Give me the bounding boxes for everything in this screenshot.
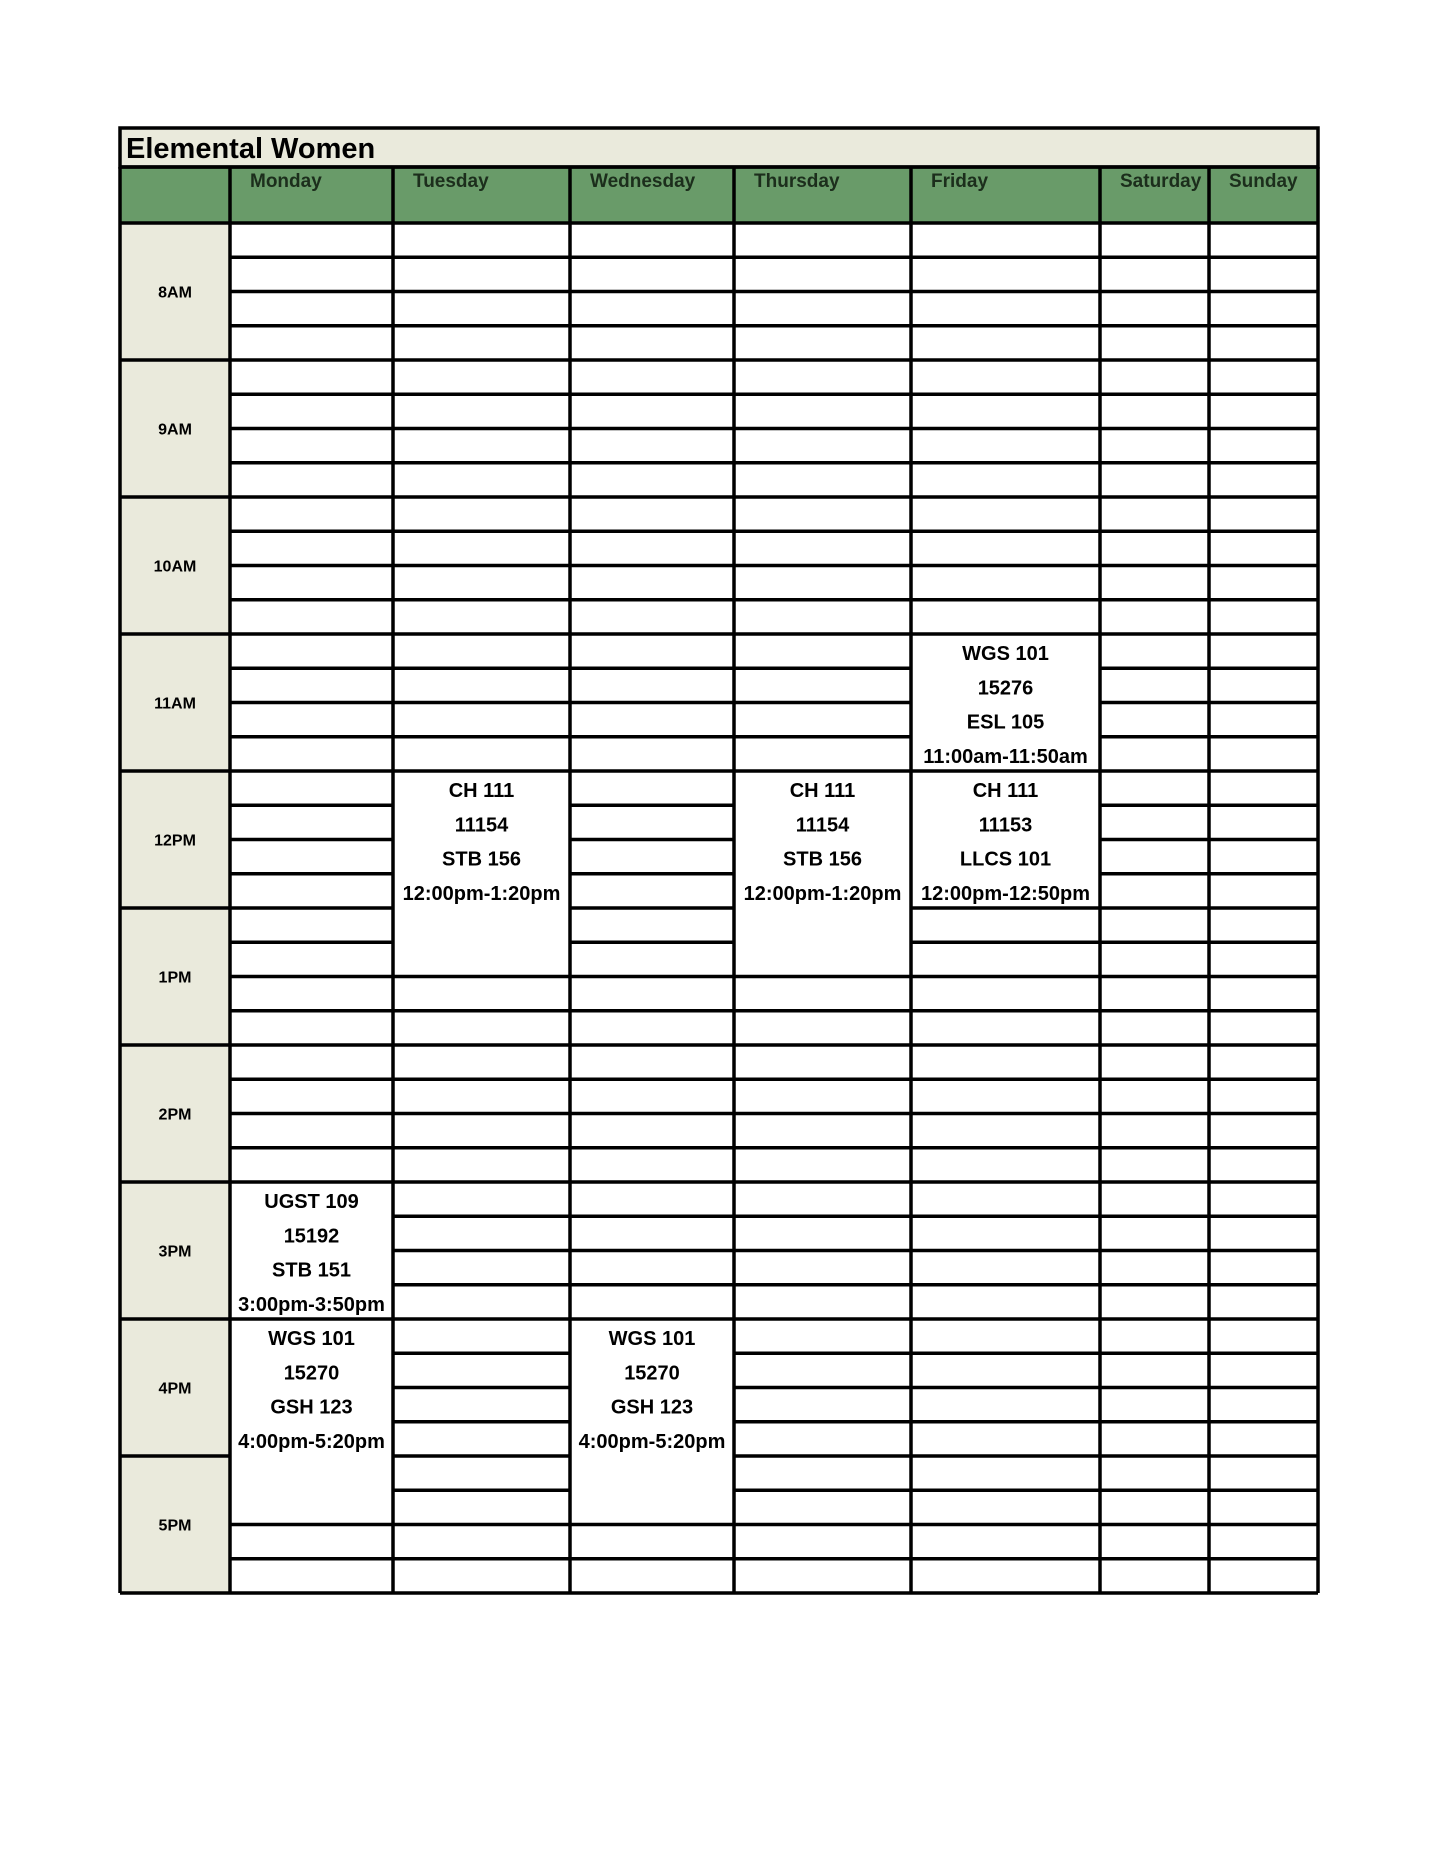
event-line: ESL 105 bbox=[966, 711, 1045, 734]
event-line: 11154 bbox=[795, 814, 850, 837]
time-label-9am: 9AM bbox=[158, 421, 192, 439]
event-line: 15270 bbox=[283, 1362, 340, 1385]
event-line: STB 156 bbox=[783, 848, 862, 871]
event-line: CH 111 bbox=[972, 780, 1039, 802]
day-header-saturday: Saturday bbox=[1120, 171, 1202, 192]
event-line: CH 111 bbox=[448, 780, 515, 802]
event-line: CH 111 bbox=[789, 780, 856, 802]
event-line: 4:00pm-5:20pm bbox=[238, 1430, 385, 1453]
event-line: 11153 bbox=[978, 814, 1033, 837]
event-line: 12:00pm-1:20pm bbox=[402, 882, 561, 905]
day-header-friday: Friday bbox=[931, 171, 989, 192]
time-label-11am: 11AM bbox=[154, 695, 196, 713]
event-line: WGS 101 bbox=[268, 1328, 355, 1350]
event-line: 12:00pm-1:20pm bbox=[743, 882, 902, 905]
time-label-12pm: 12PM bbox=[154, 832, 196, 850]
time-label-3pm: 3PM bbox=[158, 1243, 192, 1261]
event-line: UGST 109 bbox=[264, 1191, 359, 1213]
event-line: 15270 bbox=[624, 1362, 680, 1385]
day-header-monday: Monday bbox=[250, 171, 322, 192]
time-label-2pm: 2PM bbox=[158, 1106, 192, 1124]
time-label-4pm: 4PM bbox=[158, 1380, 192, 1398]
event-line: STB 151 bbox=[272, 1259, 351, 1282]
event-line: 11:00am-11:50am bbox=[923, 745, 1088, 768]
event-line: LLCS 101 bbox=[959, 848, 1052, 871]
schedule-title: Elemental Women bbox=[126, 133, 376, 165]
day-header-sunday: Sunday bbox=[1229, 171, 1298, 192]
event-line: 3:00pm-3:50pm bbox=[238, 1293, 385, 1316]
time-label-1pm: 1PM bbox=[158, 969, 192, 987]
event-line: STB 156 bbox=[442, 848, 521, 871]
day-header-tuesday: Tuesday bbox=[413, 171, 489, 192]
time-label-10am: 10AM bbox=[153, 558, 197, 576]
time-label-5pm: 5PM bbox=[158, 1517, 192, 1535]
event-line: 4:00pm-5:20pm bbox=[578, 1430, 726, 1453]
event-line: GSH 123 bbox=[610, 1396, 694, 1419]
event-line: 11154 bbox=[454, 814, 509, 837]
event-line: WGS 101 bbox=[962, 643, 1049, 665]
day-header-wednesday: Wednesday bbox=[590, 171, 696, 192]
day-header-thursday: Thursday bbox=[754, 171, 840, 192]
event-line: GSH 123 bbox=[270, 1396, 353, 1419]
time-label-8am: 8AM bbox=[158, 284, 192, 302]
event-line: WGS 101 bbox=[608, 1328, 696, 1350]
event-line: 15192 bbox=[283, 1225, 340, 1248]
event-line: 15276 bbox=[977, 677, 1034, 700]
event-line: 12:00pm-12:50pm bbox=[921, 882, 1090, 905]
